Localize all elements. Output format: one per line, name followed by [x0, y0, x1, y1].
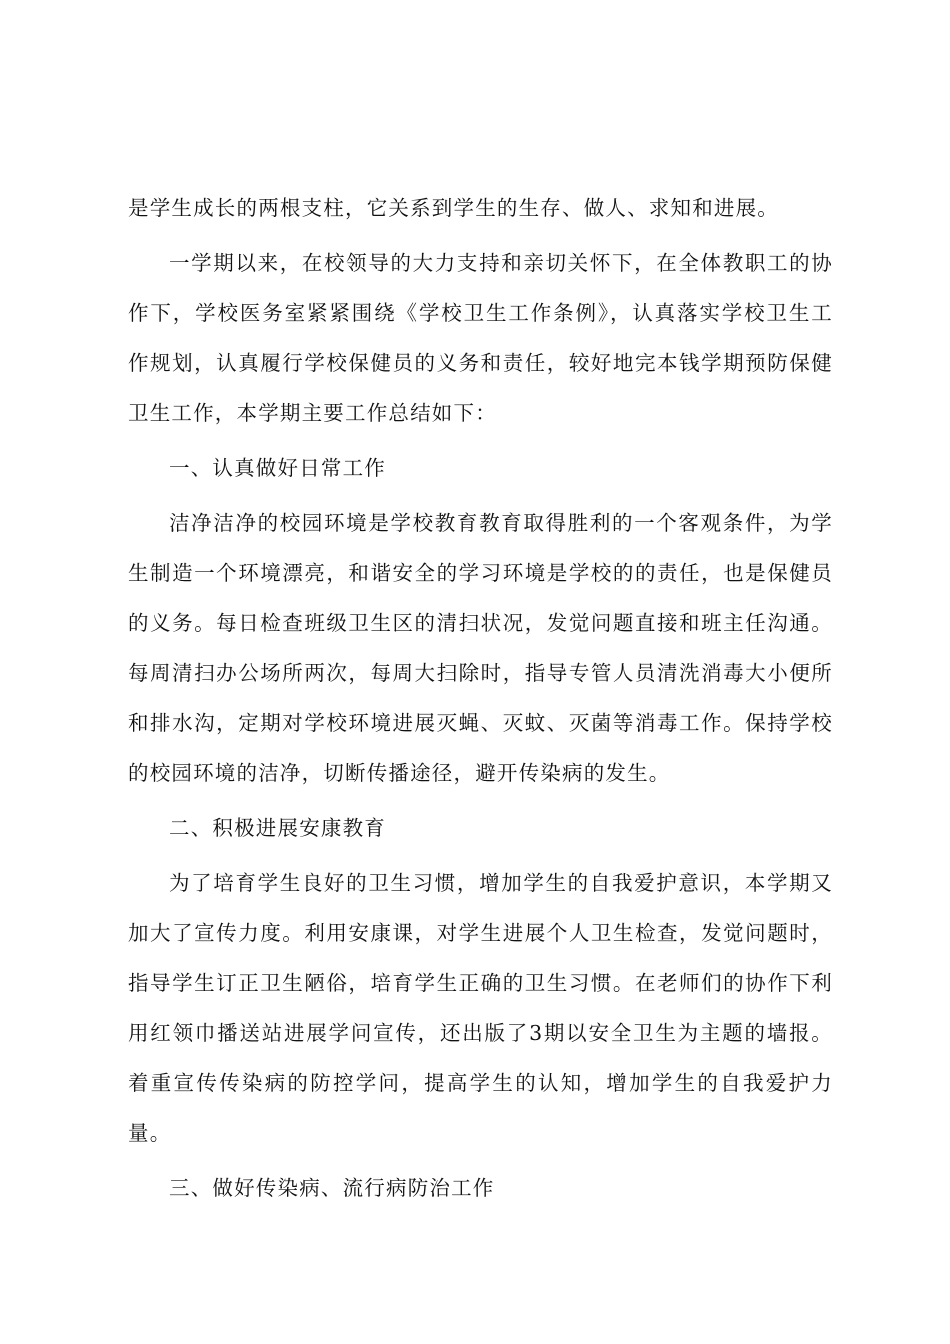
- paragraph-intro: 一学期以来，在校领导的大力支持和亲切关怀下，在全体教职工的协作下，学校医务室紧紧围绕《学校卫生工作条例》，认真落实学校卫生工作规划，认真履行学校保健员的义务和责任，较好地完本钱学期预防保健卫生工作，本学期主要工作总结如下：: [128, 251, 833, 425]
- paragraph-continuation: 是学生成长的两根支柱，它关系到学生的生存、做人、求知和进展。: [128, 196, 779, 220]
- section-heading-2: 二、积极进展安康教育: [169, 816, 386, 840]
- section-heading-3: 三、做好传染病、流行病防治工作: [169, 1176, 495, 1200]
- document-body: [128, 183, 833, 1213]
- section-heading-1: 一、认真做好日常工作: [169, 456, 386, 480]
- paragraph-daily-work: 洁净洁净的校园环境是学校教育教育取得胜利的一个客观条件，为学生制造一个环境漂亮，和谐安全的学习环境是学校的的责任，也是保健员的义务。每日检查班级卫生区的清扫状况，发觉问题直接和班主任沟通。每周清扫办公场所两次，每周大扫除时，指导专管人员清洗消毒大小便所和排水沟，定期对学校环境进展灭蝇、灭蚊、灭菌等消毒工作。保持学校的校园环境的洁净，切断传播途径，避开传染病的发生。: [128, 511, 833, 785]
- paragraph-health-education: 为了培育学生良好的卫生习惯，增加学生的自我爱护意识，本学期又加大了宣传力度。利用安康课，对学生进展个人卫生检查，发觉问题时，指导学生订正卫生陋俗，培育学生正确的卫生习惯。在老师们的协作下利用红领巾播送站进展学问宣传，还出版了3期以安全卫生为主题的墙报。着重宣传传染病的防控学问，提高学生的认知，增加学生的自我爱护力量。: [128, 871, 833, 1145]
